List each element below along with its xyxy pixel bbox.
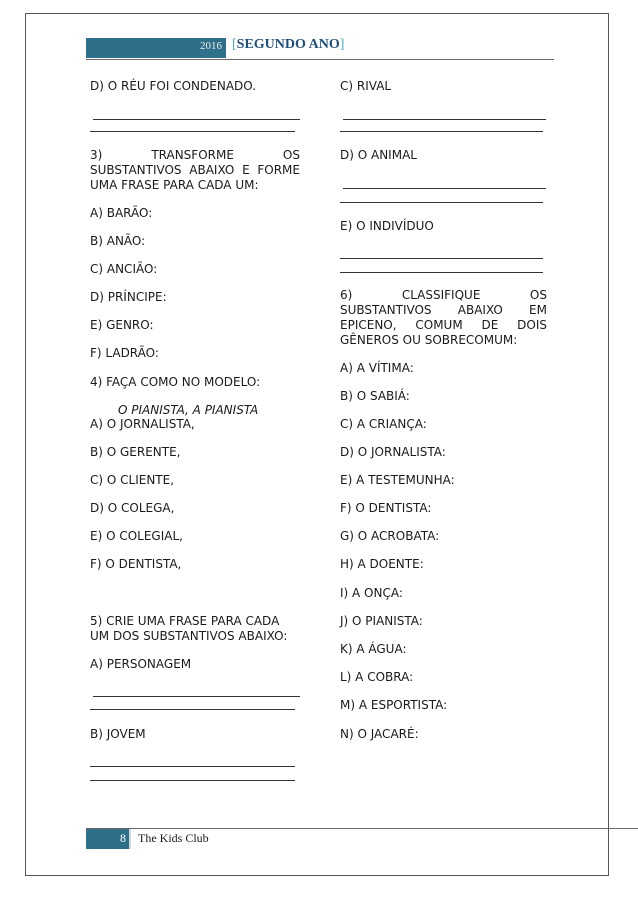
answer-line bbox=[340, 202, 543, 203]
q4-item: A) O JORNALISTA, bbox=[90, 417, 195, 431]
q6-item: K) A ÁGUA: bbox=[340, 642, 407, 656]
answer-line bbox=[340, 258, 543, 259]
answer-line bbox=[90, 131, 295, 132]
header-year: 2016 bbox=[200, 40, 222, 52]
header-bracket-open: [ bbox=[232, 37, 237, 52]
q3-item: B) ANÃO: bbox=[90, 234, 146, 248]
answer-line bbox=[340, 131, 543, 132]
q6-item: D) O JORNALISTA: bbox=[340, 445, 446, 459]
q6-line-2: SUBSTANTIVOS ABAIXO EM bbox=[340, 303, 547, 317]
footer-page-number: 8 bbox=[120, 831, 126, 845]
q6-line-1: 6) CLASSIFIQUE OS bbox=[340, 288, 547, 302]
q5-line-1: 5) CRIE UMA FRASE PARA CADA bbox=[90, 614, 280, 628]
header-rule bbox=[86, 59, 554, 60]
header-title-text: SEGUNDO ANO bbox=[236, 37, 340, 52]
q6-item: M) A ESPORTISTA: bbox=[340, 698, 448, 712]
q6-item: G) O ACROBATA: bbox=[340, 529, 440, 543]
footer-rule bbox=[86, 828, 638, 829]
q3-line-1: 3) TRANSFORME OS bbox=[90, 148, 300, 162]
q4-title: 4) FAÇA COMO NO MODELO: bbox=[90, 375, 261, 389]
question-c-rival: C) RIVAL bbox=[340, 79, 392, 93]
q3-item: A) BARÃO: bbox=[90, 206, 153, 220]
q6-item: E) A TESTEMUNHA: bbox=[340, 473, 455, 487]
answer-line bbox=[93, 696, 300, 697]
q6-item: L) A COBRA: bbox=[340, 670, 414, 684]
header-bracket-close: ] bbox=[339, 37, 345, 52]
footer-separator bbox=[129, 829, 131, 849]
q3-line-2: SUBSTANTIVOS ABAIXO E FORME bbox=[90, 163, 300, 177]
answer-line bbox=[343, 119, 546, 120]
q4-item: D) O COLEGA, bbox=[90, 501, 175, 515]
q6-item: C) A CRIANÇA: bbox=[340, 417, 427, 431]
q6-item: N) O JACARÉ: bbox=[340, 727, 419, 741]
question-d-animal: D) O ANIMAL bbox=[340, 148, 417, 162]
question-d-reu: D) O RÉU FOI CONDENADO. bbox=[90, 79, 257, 93]
q4-item: F) O DENTISTA, bbox=[90, 557, 182, 571]
q4-item: C) O CLIENTE, bbox=[90, 473, 175, 487]
answer-line bbox=[343, 188, 546, 189]
q5-item-b: B) JOVEM bbox=[90, 727, 146, 741]
q6-item: J) O PIANISTA: bbox=[340, 614, 423, 628]
answer-line bbox=[90, 709, 295, 710]
q3-item: D) PRÍNCIPE: bbox=[90, 290, 167, 304]
q5-line-2: UM DOS SUBSTANTIVOS ABAIXO: bbox=[90, 629, 288, 643]
q5-item-a: A) PERSONAGEM bbox=[90, 657, 192, 671]
q3-line-3: UMA FRASE PARA CADA UM: bbox=[90, 178, 259, 192]
header-title bbox=[232, 37, 344, 53]
footer-text: The Kids Club bbox=[138, 831, 209, 845]
question-e-individuo: E) O INDIVÍDUO bbox=[340, 219, 434, 233]
answer-line bbox=[90, 766, 295, 767]
q4-item: E) O COLEGIAL, bbox=[90, 529, 183, 543]
answer-line bbox=[340, 272, 543, 273]
answer-line bbox=[93, 119, 300, 120]
q6-item: F) O DENTISTA: bbox=[340, 501, 432, 515]
answer-line bbox=[90, 780, 295, 781]
q3-item: F) LADRÃO: bbox=[90, 346, 159, 360]
q3-item: E) GENRO: bbox=[90, 318, 154, 332]
q6-item: H) A DOENTE: bbox=[340, 557, 424, 571]
q6-item: A) A VÍTIMA: bbox=[340, 361, 414, 375]
q4-example: O PIANISTA, A PIANISTA bbox=[118, 403, 259, 417]
q4-item: B) O GERENTE, bbox=[90, 445, 181, 459]
q6-item: I) A ONÇA: bbox=[340, 586, 403, 600]
q6-line-3: EPICENO, COMUM DE DOIS bbox=[340, 318, 547, 332]
q6-line-4: GÊNEROS OU SOBRECOMUM: bbox=[340, 333, 518, 347]
q3-item: C) ANCIÃO: bbox=[90, 262, 158, 276]
q6-item: B) O SABIÁ: bbox=[340, 389, 410, 403]
